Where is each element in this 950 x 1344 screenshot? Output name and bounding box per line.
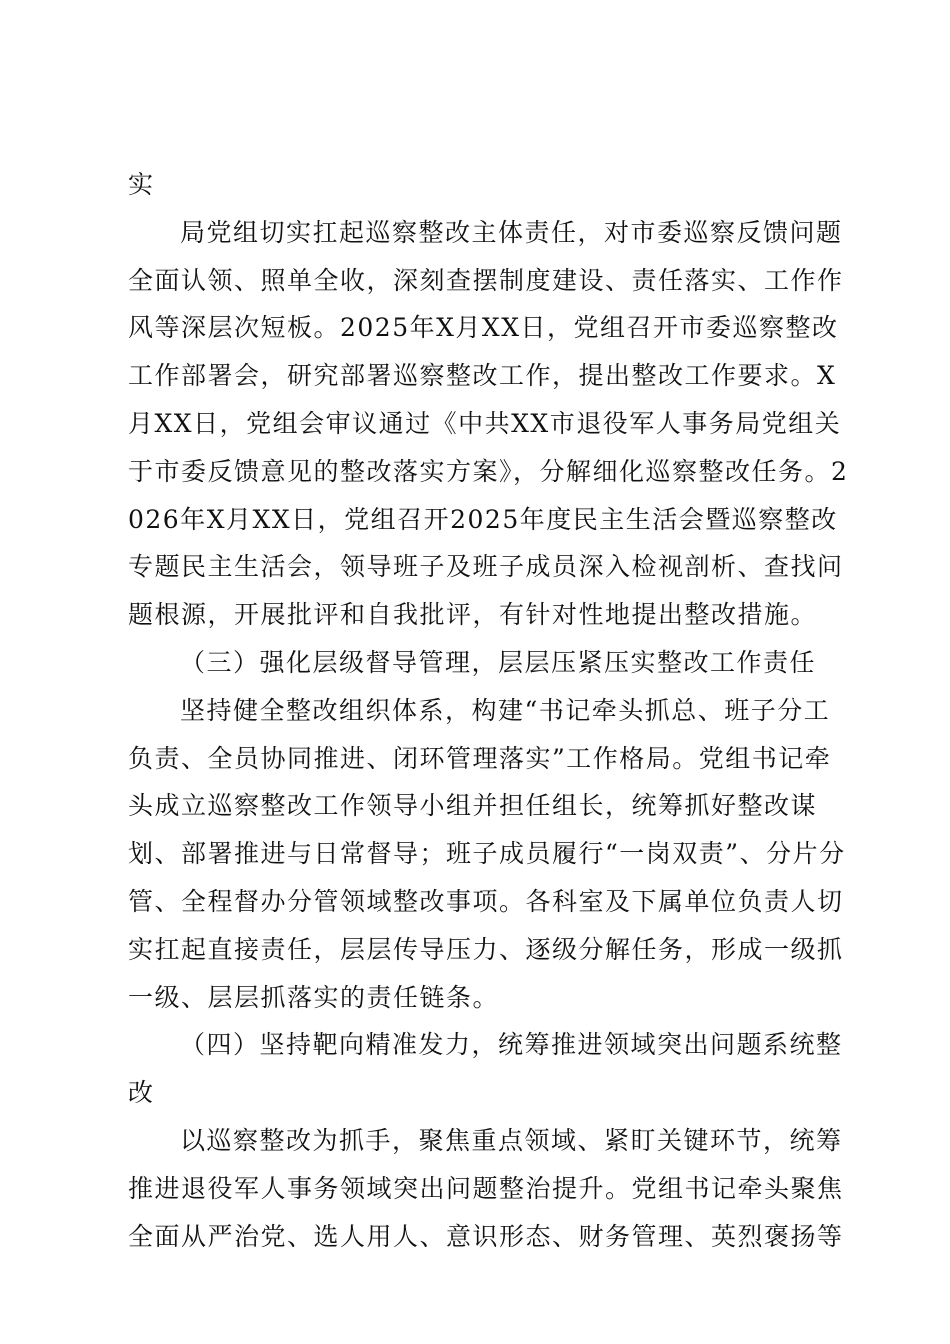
paragraph-rectification: 以巡察整改为抓手，聚焦重点领域、紧盯关键环节，统筹推进退役军人事务领域突出问题整治提升。党组书记牵头聚焦全面从严治党、选人用人、意识形态、财务管理、英烈褒扬等 [128,1125,844,1251]
section-heading-3: （三）强化层级督导管理，层层压紧压实整改工作责任 [180,647,817,677]
paragraph-responsibility: 局党组切实扛起巡察整改主体责任，对市委巡察反馈问题全面认领、照单全收，深刻查摆制度建设、责任落实、工作作风等深层次短板。2025年X月XX日，党组召开市委巡察整改工作部署会，研究部署巡察整改工作，提出整改工作要求。X月XX日，党组会审议通过《中共XX市退役军人事务局党组关于市委反馈意见的整改落实方案》，分解细化巡察整改任务。2026年X月XX日，党组召开2025年度民主生活会暨巡察整改专题民主生活会，领导班子及班子成员深入检视剖析、查找问题根源，开展批评和自我批评，有针对性地提出整改措施。 [128,217,849,630]
paragraph-organization: 坚持健全整改组织体系，构建“书记牵头抓总、班子分工负责、全员协同推进、闭环管理落实”工作格局。党组书记牵头成立巡察整改工作领导小组并担任组长，统筹抓好整改谋划、部署推进与日常督导；班子成员履行“一岗双责”、分片分管、全程督办分管领域整改事项。各科室及下属单位负责人切实扛起直接责任，层层传导压力、逐级分解任务，形成一级抓一级、层层抓落实的责任链条。 [128,695,846,1012]
continuation-fragment: 实 [128,170,155,199]
section-heading-4: （四）坚持靶向精准发力，统筹推进领域突出问题系统整改 [128,1030,843,1108]
document-body [128,161,850,1260]
